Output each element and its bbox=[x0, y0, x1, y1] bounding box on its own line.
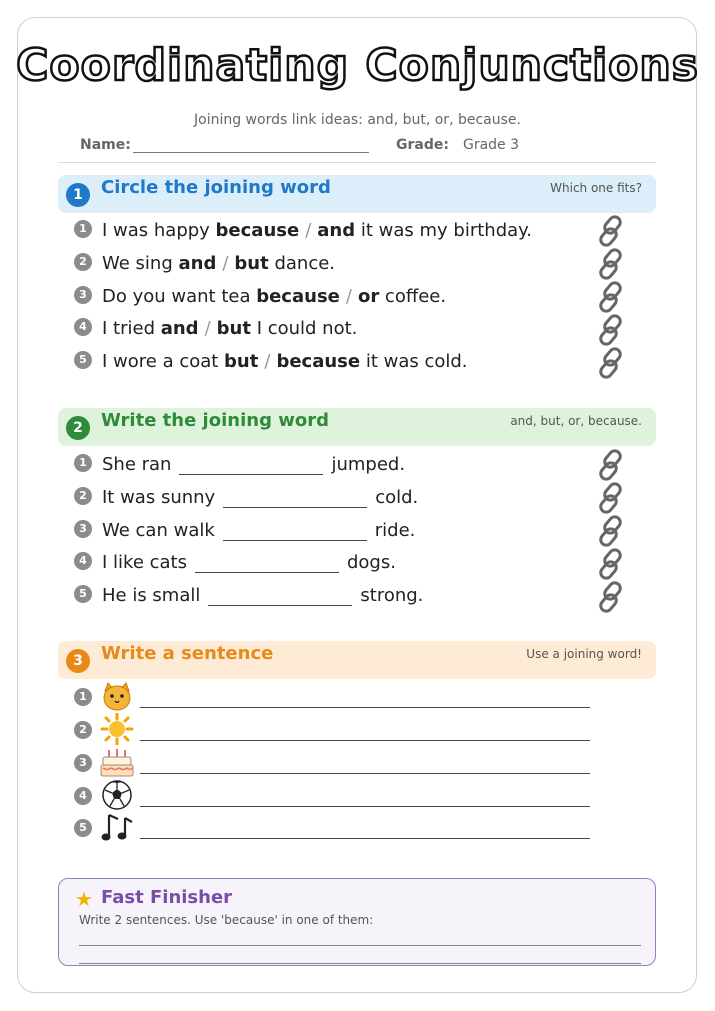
item-text: cold. bbox=[375, 487, 419, 508]
sentence-item bbox=[74, 787, 102, 813]
item-text: She ran bbox=[102, 454, 172, 475]
item-number: 2 bbox=[74, 721, 92, 739]
section-2-header bbox=[58, 408, 656, 446]
choice-b[interactable]: but bbox=[216, 318, 251, 339]
circle-item bbox=[74, 351, 468, 377]
section-1-badge: 1 bbox=[66, 183, 90, 207]
choice-b[interactable]: but bbox=[234, 253, 269, 274]
item-text: it was my birthday. bbox=[355, 220, 532, 241]
choice-a[interactable]: because bbox=[215, 220, 300, 241]
cat-icon bbox=[99, 681, 135, 713]
answer-blank[interactable] bbox=[195, 554, 339, 573]
circle-item bbox=[74, 220, 532, 246]
item-text: dogs. bbox=[346, 552, 396, 573]
item-number: 2 bbox=[74, 253, 92, 271]
grade-row bbox=[396, 137, 519, 153]
circle-item bbox=[74, 253, 335, 279]
answer-blank[interactable] bbox=[208, 587, 352, 606]
item-text: I was happy bbox=[102, 220, 216, 241]
section-1-header bbox=[58, 175, 656, 213]
sentence-item bbox=[74, 819, 102, 845]
chain-link-icon bbox=[594, 214, 628, 248]
choice-a[interactable]: and bbox=[178, 253, 217, 274]
choice-b[interactable]: because bbox=[276, 351, 361, 372]
section-1-title: Circle the joining word bbox=[101, 177, 331, 198]
sentence-line[interactable] bbox=[140, 740, 590, 741]
fill-item bbox=[74, 454, 405, 480]
chain-link-icon bbox=[594, 448, 628, 482]
chain-link-icon bbox=[594, 313, 628, 347]
name-label: Name: bbox=[80, 137, 131, 153]
item-number: 3 bbox=[74, 520, 92, 538]
answer-line[interactable] bbox=[79, 945, 641, 946]
answer-line[interactable] bbox=[79, 963, 641, 964]
item-text: dance. bbox=[268, 253, 336, 274]
name-row bbox=[80, 137, 369, 153]
sentence-line[interactable] bbox=[140, 707, 590, 708]
section-2-hint: and, but, or, because. bbox=[510, 414, 642, 428]
item-number: 4 bbox=[74, 787, 92, 805]
sentence-item bbox=[74, 688, 102, 714]
section-2-badge: 2 bbox=[66, 416, 90, 440]
item-number: 5 bbox=[74, 585, 92, 603]
chain-link-icon bbox=[594, 514, 628, 548]
fast-finisher-instruction: Write 2 sentences. Use 'because' in one of them: bbox=[79, 913, 374, 927]
fill-item bbox=[74, 487, 418, 513]
star-icon: ★ bbox=[75, 887, 93, 911]
section-3-hint: Use a joining word! bbox=[526, 647, 642, 661]
sentence-item bbox=[74, 754, 102, 780]
answer-blank[interactable] bbox=[223, 489, 367, 508]
item-number: 4 bbox=[74, 552, 92, 570]
item-number: 5 bbox=[74, 819, 92, 837]
sun-icon bbox=[99, 713, 135, 745]
item-number: 3 bbox=[74, 286, 92, 304]
item-text: Do you want tea bbox=[102, 286, 257, 307]
item-text: ride. bbox=[374, 520, 416, 541]
sentence-line[interactable] bbox=[140, 806, 590, 807]
page-title: Coordinating Conjunctions bbox=[16, 40, 699, 91]
item-number: 1 bbox=[74, 688, 92, 706]
chain-link-icon bbox=[594, 247, 628, 281]
fast-finisher-box bbox=[58, 878, 656, 966]
divider bbox=[58, 162, 656, 163]
slash: / bbox=[204, 318, 211, 339]
item-text: coffee. bbox=[379, 286, 447, 307]
fill-item bbox=[74, 520, 415, 546]
slash: / bbox=[345, 286, 352, 307]
item-number: 1 bbox=[74, 220, 92, 238]
item-text: jumped. bbox=[331, 454, 406, 475]
choice-a[interactable]: because bbox=[256, 286, 340, 307]
grade-label: Grade: bbox=[396, 137, 449, 153]
section-3-badge: 3 bbox=[66, 649, 90, 673]
sentence-line[interactable] bbox=[140, 838, 590, 839]
slash: / bbox=[222, 253, 229, 274]
chain-link-icon bbox=[594, 481, 628, 515]
section-2-title: Write the joining word bbox=[101, 410, 329, 431]
chain-link-icon bbox=[594, 580, 628, 614]
section-3-title: Write a sentence bbox=[101, 643, 274, 664]
slash: / bbox=[305, 220, 312, 241]
answer-blank[interactable] bbox=[179, 456, 323, 475]
sentence-item bbox=[74, 721, 102, 747]
item-number: 1 bbox=[74, 454, 92, 472]
item-text: strong. bbox=[360, 585, 424, 606]
choice-a[interactable]: but bbox=[224, 351, 259, 372]
item-text: I like cats bbox=[102, 552, 187, 573]
slash: / bbox=[264, 351, 271, 372]
choice-a[interactable]: and bbox=[160, 318, 199, 339]
choice-b[interactable]: and bbox=[317, 220, 356, 241]
item-text: We sing bbox=[102, 253, 179, 274]
chain-link-icon bbox=[594, 547, 628, 581]
page-subtitle: Joining words link ideas: and, but, or, because. bbox=[194, 112, 521, 128]
name-field[interactable] bbox=[133, 138, 369, 153]
cake-icon bbox=[99, 746, 135, 778]
fast-finisher-title: Fast Finisher bbox=[101, 887, 233, 908]
item-number: 2 bbox=[74, 487, 92, 505]
item-number: 4 bbox=[74, 318, 92, 336]
item-text: He is small bbox=[102, 585, 201, 606]
item-text: It was sunny bbox=[102, 487, 216, 508]
answer-blank[interactable] bbox=[223, 522, 367, 541]
chain-link-icon bbox=[594, 346, 628, 380]
soccer-ball-icon bbox=[99, 779, 135, 811]
fill-item bbox=[74, 585, 423, 611]
section-3-header bbox=[58, 641, 656, 679]
item-number: 5 bbox=[74, 351, 92, 369]
grade-value: Grade 3 bbox=[462, 137, 520, 153]
chain-link-icon bbox=[594, 280, 628, 314]
section-1-hint: Which one fits? bbox=[550, 181, 642, 195]
item-text: it was cold. bbox=[360, 351, 468, 372]
sentence-line[interactable] bbox=[140, 773, 590, 774]
item-text: I could not. bbox=[250, 318, 358, 339]
item-text: We can walk bbox=[102, 520, 215, 541]
fill-item bbox=[74, 552, 396, 578]
item-number: 3 bbox=[74, 754, 92, 772]
item-text: I tried bbox=[102, 318, 161, 339]
choice-b[interactable]: or bbox=[357, 286, 380, 307]
circle-item bbox=[74, 286, 446, 312]
circle-item bbox=[74, 318, 357, 344]
item-text: I wore a coat bbox=[102, 351, 225, 372]
music-notes-icon bbox=[99, 811, 135, 843]
